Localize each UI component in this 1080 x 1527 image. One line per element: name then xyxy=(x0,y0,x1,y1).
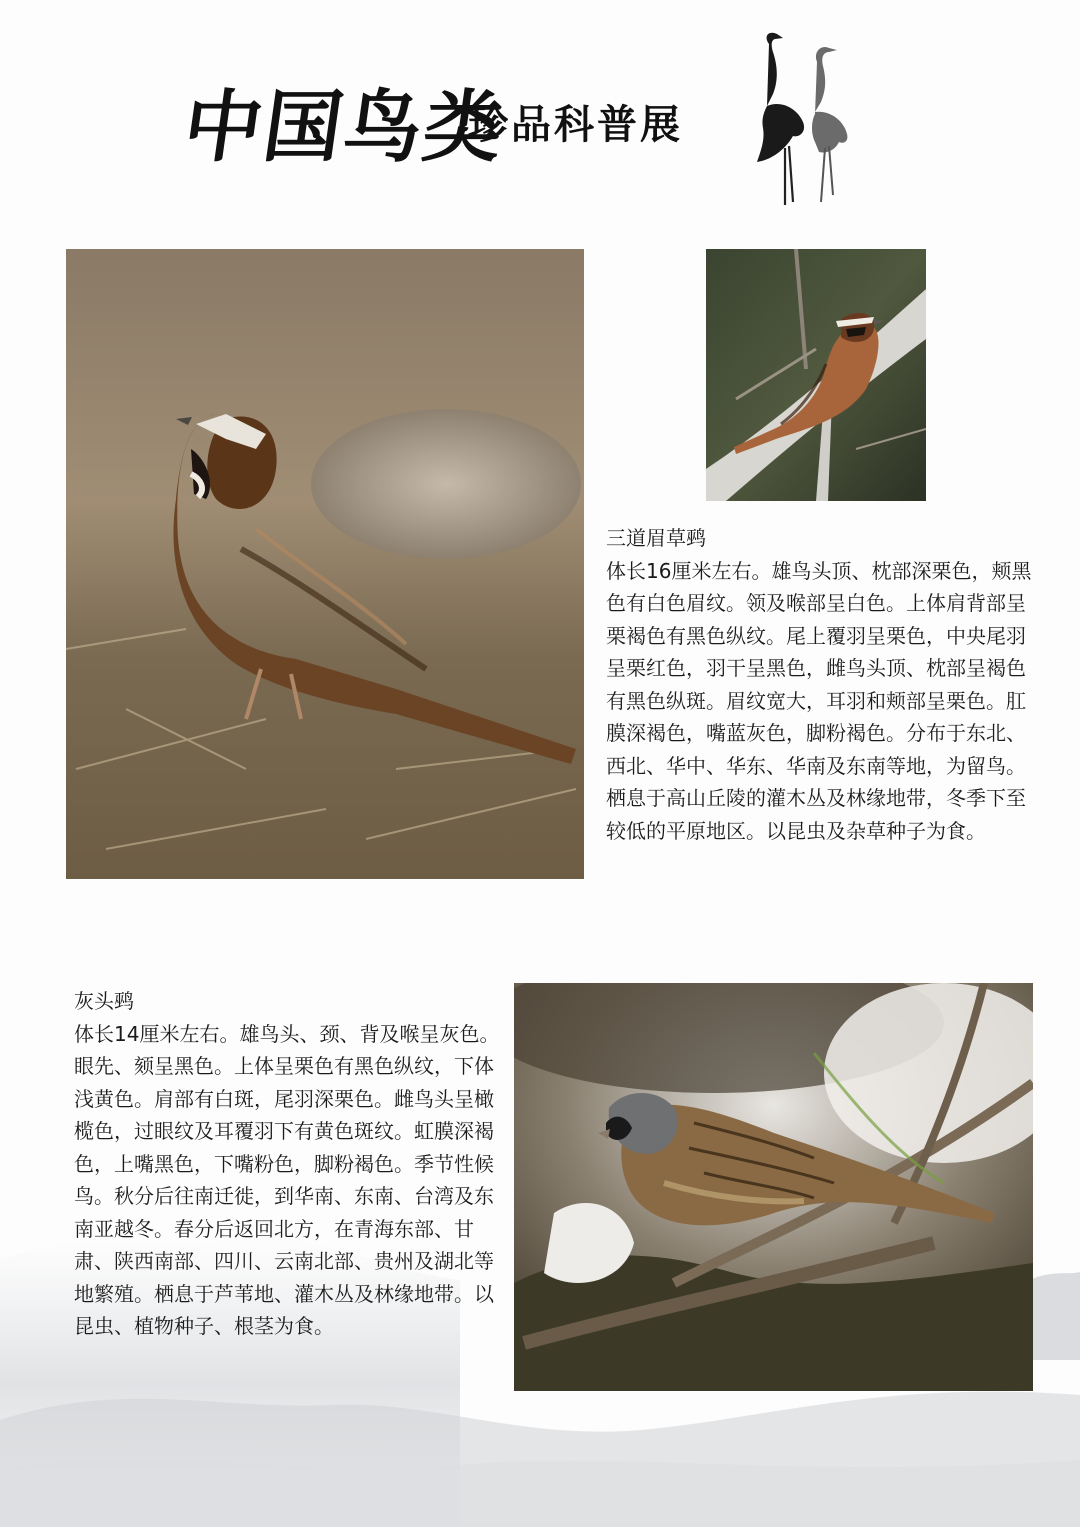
title-main: 中国鸟类 xyxy=(177,82,511,173)
species-card-grey-headed-bunting xyxy=(74,985,502,1343)
title-sub: 珍品科普展 xyxy=(468,101,683,148)
species-description: 体长14厘米左右。雄鸟头、颈、背及喉呈灰色。眼先、颏呈黑色。上体呈栗色有黑色纵纹，下体浅黄色。肩部有白斑，尾羽深栗色。雌鸟头呈橄榄色，过眼纹及耳覆羽下有黄色斑纹。虹膜深褐色，上嘴黑色，下嘴粉色，脚粉褐色。季节性候鸟。秋分后往南迁徙，到华南、东南、台湾及东南亚越冬。春分后返回北方，在青海东部、甘肃、陕西南部、四川、云南北部、贵州及湖北等地繁殖。栖息于芦苇地、灌木丛及林缘地带。以昆虫、植物种子、根茎为食。 xyxy=(74,1021,500,1338)
photo-meadow-bunting-ground xyxy=(66,249,584,879)
photo-meadow-bunting-branch xyxy=(706,249,926,501)
species-name: 三道眉草鹀 xyxy=(606,526,706,550)
species-description: 体长16厘米左右。雄鸟头顶、枕部深栗色，颊黑色有白色眉纹。领及喉部呈白色。上体肩背部呈栗褐色有黑色纵纹。尾上覆羽呈栗色，中央尾羽呈栗红色，羽干呈黑色，雌鸟头顶、枕部呈褐色有黑色纵斑。眉纹宽大，耳羽和颊部呈栗色。肛膜深褐色，嘴蓝灰色，脚粉褐色。分布于东北、西北、华中、华东、华南及东南等地，为留鸟。栖息于高山丘陵的灌木丛及林缘地带，冬季下至较低的平原地区。以昆虫及杂草种子为食。 xyxy=(606,558,1032,843)
crane-pair-icon xyxy=(755,30,865,205)
exhibition-header xyxy=(177,55,865,205)
species-name: 灰头鹀 xyxy=(74,989,134,1013)
species-card-meadow-bunting xyxy=(606,522,1036,847)
photo-grey-headed-bunting xyxy=(514,983,1033,1391)
